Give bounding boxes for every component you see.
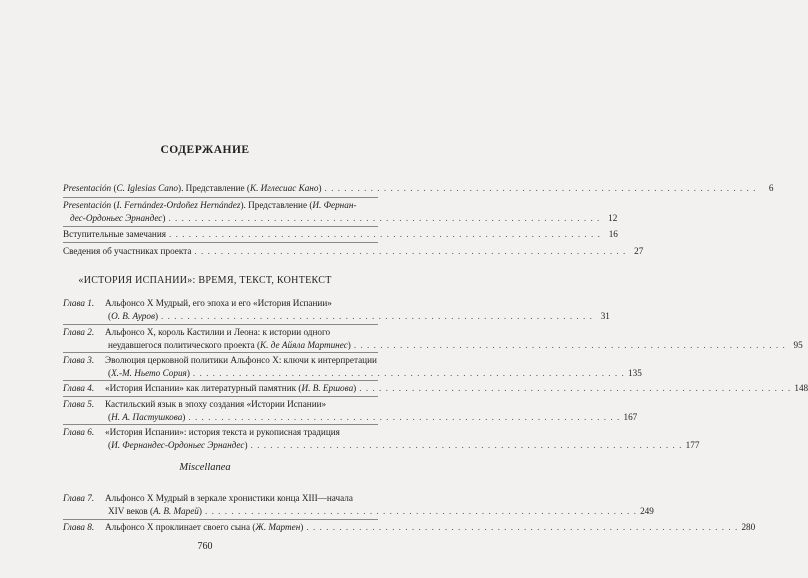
leader-dots	[169, 228, 601, 241]
toc-entry-presentation-1[interactable]: Presentación (C. Iglesias Cano). Представление (К. Иглесиас Кано) . . . 6	[63, 182, 378, 195]
entry-page: 27	[634, 246, 644, 256]
toc-chapter-7[interactable]: Глава 7. Альфонсо Х Мудрый в зеркале хронистики конца XIII—начала XIV веков (А. В. Марей) . . . 249	[63, 492, 378, 517]
entry-page: 16	[608, 229, 618, 239]
entry-page: 177	[685, 439, 700, 450]
entry-page: 95	[793, 339, 803, 350]
chapter-label: Глава 1.	[63, 298, 95, 308]
entry-page: 280	[741, 522, 756, 532]
toc-chapter-2[interactable]: Глава 2. Альфонсо Х, король Кастилии и Леона: к истории одного неудавшегося политического проекта (К. де Айяла Мартинес) . . . 95	[63, 326, 378, 351]
leader-dots	[325, 182, 757, 195]
divider	[63, 424, 378, 425]
leader-dots	[194, 245, 626, 258]
chapter-label: Глава 2.	[63, 327, 95, 337]
page-title: СОДЕРЖАНИЕ	[160, 144, 250, 156]
misc-section-title: Miscellanea	[179, 462, 231, 473]
entry-author-ru: К. Иглесиас Кано	[249, 183, 319, 193]
chapter-label: Глава 4.	[63, 383, 95, 393]
entry-author-ru: И. Фернан-	[312, 200, 357, 210]
entry-author: I. Fernández-Ordoñez Hernández	[116, 200, 241, 210]
divider	[63, 352, 378, 353]
toc-chapter-6[interactable]: Глава 6. «История Испании»: история текста и рукописная традиция (И. Фернандес-Ордоньес Эрнандес) . . . 177	[63, 426, 378, 451]
chapter-label: Глава 3.	[63, 355, 95, 365]
section-title: «ИСТОРИЯ ИСПАНИИ»: ВРЕМЯ, ТЕКСТ, КОНТЕКСТ	[78, 275, 332, 286]
page-number: 760	[197, 541, 213, 552]
chapter-label: Глава 8.	[63, 522, 95, 532]
toc-chapter-3[interactable]: Глава 3. Эволюция церковной политики Альфонсо Х: ключи к интерпретации (Х.-М. Ньето Сория) . . . 135	[63, 354, 378, 379]
entry-page: 148	[794, 383, 808, 393]
entry-page: 135	[628, 367, 642, 378]
divider	[63, 324, 378, 325]
entry-page: 12	[608, 212, 618, 223]
divider	[63, 197, 378, 198]
toc-chapter-4[interactable]: Глава 4. «История Испании» как литературный памятник (И. В. Ершова) . . . 148	[63, 382, 378, 395]
toc-entry-intro-remarks[interactable]: Вступительные замечания . . . 16	[63, 228, 378, 241]
divider	[63, 380, 378, 381]
toc-entry-participants[interactable]: Сведения об участниках проекта . . . 27	[63, 245, 378, 258]
chapter-label: Глава 7.	[63, 493, 95, 503]
divider	[63, 519, 378, 520]
divider	[63, 396, 378, 397]
toc-chapter-5[interactable]: Глава 5. Кастильский язык в эпоху создания «Истории Испании» (Н. А. Пастушкова) . . . 167	[63, 398, 378, 423]
entry-author: C. Iglesias Cano	[116, 183, 179, 193]
entry-page: 249	[640, 505, 654, 516]
entry-page: 31	[600, 310, 610, 321]
divider	[63, 226, 378, 227]
toc-chapter-8[interactable]: Глава 8. Альфонсо Х проклинает своего сына (Ж. Мартен) . . . 280	[63, 521, 378, 534]
toc-entry-presentation-2[interactable]: Presentación (I. Fernández-Ordoñez Hernández). Представление (И. Фернан- дес-Ордоньес Эрнандес) . . . 12	[63, 199, 378, 224]
entry-prefix: Presentación	[63, 200, 112, 210]
divider	[63, 242, 378, 243]
chapter-label: Глава 5.	[63, 399, 95, 409]
entry-page: 6	[768, 183, 774, 193]
entry-page: 167	[623, 411, 638, 422]
entry-prefix: Presentación	[63, 183, 112, 193]
chapter-label: Глава 6.	[63, 427, 95, 437]
leader-dots	[168, 212, 600, 225]
toc-chapter-1[interactable]: Глава 1. Альфонсо Х Мудрый, его эпоха и его «История Испании» (О. В. Ауров) . . . 31	[63, 297, 378, 322]
